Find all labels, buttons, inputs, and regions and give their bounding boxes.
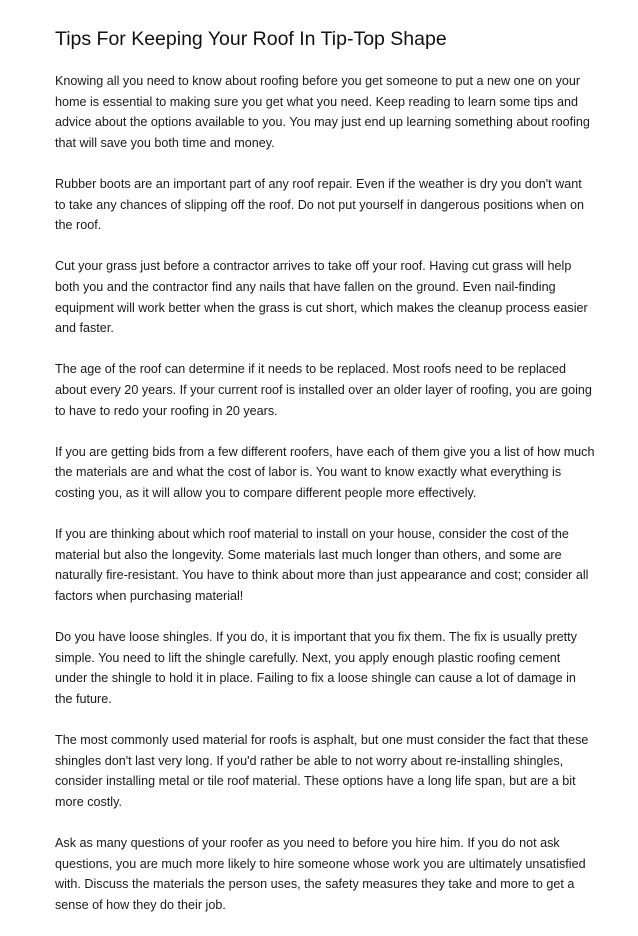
paragraph-loose-shingles: Do you have loose shingles. If you do, it is important that you fix them. The fix is usually pretty simple. You need to lift the shingle carefully. Next, you apply enough plastic roofing cement under the shingle to hold it in place. Failing to fix a loose shingle can cause a lot of damage in the future. — [55, 630, 577, 706]
paragraph-cut-grass: Cut your grass just before a contractor arrives to take off your roof. Having cut grass will help both you and the contractor find any nails that have fallen on the ground. Even nail-finding equipment will work better when the grass is cut short, which makes the cleanup process easier and faster. — [55, 259, 588, 336]
paragraph-bids: If you are getting bids from a few different roofers, have each of them give you a list of how much the materials are and what the cost of labor is. You want to know exactly what everything is costing you, as it will allow you to compare different people more effectively. — [55, 444, 595, 500]
paragraph-questions: Ask as many questions of your roofer as you need to before you hire him. If you do not ask questions, you are much more likely to hire someone whose work you are ultimately unsatisfied with. Discuss the materials the person uses, the safety measures they take and more to get a sense of how they do their job. — [55, 835, 586, 912]
paragraph-asphalt: The most commonly used material for roofs is asphalt, but one must consider the fact that these shingles don't last very long. If you'd rather be able to not worry about re-installing shingles, consider installing metal or tile roof material. These options have a long life span, but are a bit more costly. — [55, 733, 589, 809]
document-page — [55, 26, 595, 936]
document-title: Tips For Keeping Your Roof In Tip-Top Shape — [55, 28, 447, 50]
paragraph-roof-age: The age of the roof can determine if it needs to be replaced. Most roofs need to be replaced about every 20 years. If your current roof is installed over an older layer of roofing, you are going to have to redo your roofing in 20 years. — [55, 362, 592, 418]
paragraph-intro: Knowing all you need to know about roofing before you get someone to put a new one on your home is essential to making sure you get what you need. Keep reading to learn some tips and advice about the options available to you. You may just end up learning something about roofing that will save you both time and money. — [55, 74, 590, 150]
paragraph-roof-material: If you are thinking about which roof material to install on your house, consider the cost of the material but also the longevity. Some materials last much longer than others, and some are naturally fire-resistant. You have to think about more than just appearance and cost; consider all factors when purchasing material! — [55, 527, 589, 603]
paragraph-rubber-boots: Rubber boots are an important part of any roof repair. Even if the weather is dry you don't want to take any chances of slipping off the roof. Do not put yourself in dangerous positions when on the roof. — [55, 176, 585, 233]
